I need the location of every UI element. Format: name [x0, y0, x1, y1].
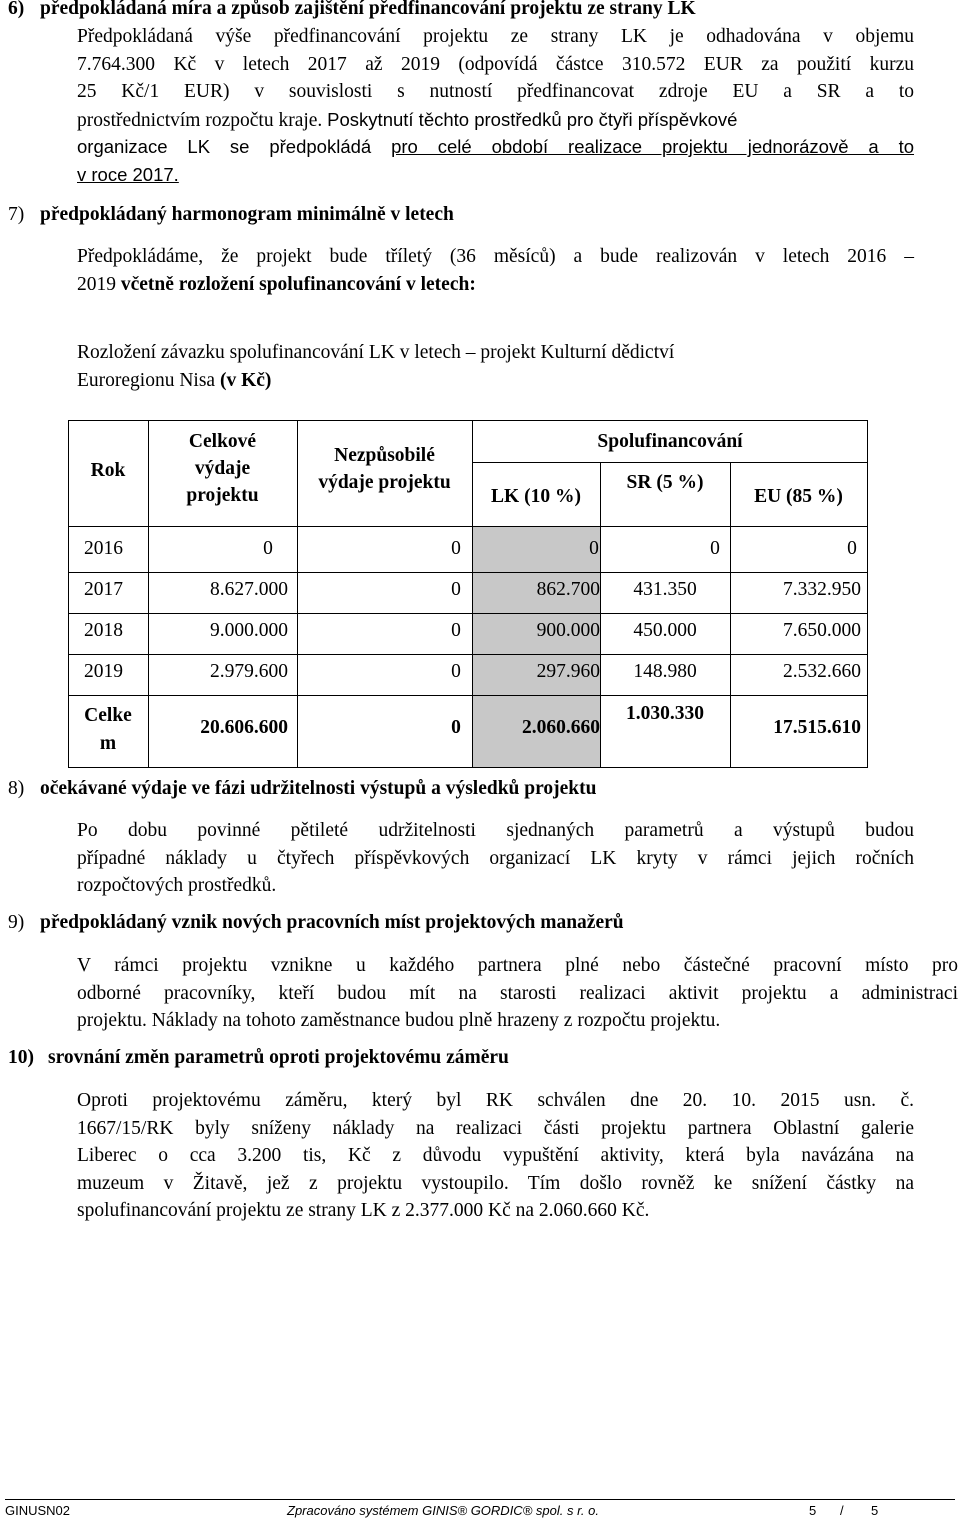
- bold-text: (v Kč): [219, 369, 272, 391]
- text-line: odborné pracovníky, kteří budou mít na starosti realizaci aktivit projektu a administraci: [77, 982, 958, 1004]
- table-border: [68, 572, 868, 573]
- text-line: Liberec o cca 3.200 tis, Kč z důvodu vypuštění aktivity, která byla navázána na: [77, 1145, 914, 1166]
- section-7-heading: [8, 204, 454, 226]
- footer-page-current: 5: [809, 1503, 817, 1518]
- text-segment: Poskytnutí těchto prostředků pro čtyři příspěvkové: [327, 108, 738, 130]
- table-border: [472, 462, 868, 463]
- cell-lk: 0: [589, 538, 599, 559]
- cell-celkove: 0: [263, 538, 273, 559]
- text-line: Předpokládaná výše předfinancování projektu ze strany LK je odhadována v objemu: [77, 26, 914, 47]
- cofinancing-table: [68, 420, 868, 768]
- header-eu: EU (85 %): [754, 486, 843, 507]
- text-line: Rozložení závazku spolufinancování LK v letech – projekt Kulturní dědictví: [77, 342, 675, 363]
- header-line: Celkové: [188, 431, 257, 452]
- cell-nezpusobile: 0: [451, 538, 461, 559]
- cell-eu: 7.650.000: [783, 620, 861, 641]
- text-line: Oproti projektovému záměru, který byl RK schválen dne 20. 10. 2015 usn. č.: [77, 1090, 914, 1111]
- text-line: projektu. Náklady na tohoto zaměstnance budou plně hrazeny z rozpočtu projektu.: [77, 1010, 721, 1031]
- header-line: projektu: [186, 485, 259, 506]
- cell-rok: 2018: [84, 620, 123, 641]
- page-footer: [5, 1503, 955, 1523]
- section-8-heading: [8, 778, 597, 800]
- total-label-line: m: [99, 733, 117, 754]
- footer-page-sep: /: [840, 1503, 844, 1518]
- header-celkove-vydaje: [148, 428, 297, 509]
- section-number: 8): [8, 778, 25, 799]
- text-segment: Euroregionu Nisa: [77, 369, 216, 391]
- text-line: spolufinancování projektu ze strany LK z 2.377.000 Kč na 2.060.660 Kč.: [77, 1200, 650, 1221]
- cell-nezpusobile: 0: [451, 579, 461, 600]
- text-line: [77, 133, 914, 161]
- header-line: výdaje: [194, 458, 251, 479]
- table-border: [68, 526, 868, 527]
- section-10-body: [77, 1087, 914, 1225]
- footer-page-total: 5: [871, 1503, 879, 1518]
- cell-sr: 148.980: [633, 661, 697, 682]
- underlined-text: v roce 2017.: [77, 163, 179, 185]
- footer-divider: [5, 1499, 955, 1500]
- text-segment: prostřednictvím rozpočtu kraje.: [77, 109, 323, 131]
- text-line: [77, 367, 914, 395]
- cell-eu: 0: [847, 538, 857, 559]
- cell-celkove-total: 20.606.600: [200, 717, 288, 738]
- table-caption: [77, 339, 914, 394]
- text-line: Předpokládáme, že projekt bude tříletý (36 měsíců) a bude realizován v letech 2016 –: [77, 246, 914, 267]
- cell-rok: 2016: [84, 538, 123, 559]
- text-segment: organizace LK se předpokládá: [77, 136, 372, 157]
- text-line: 7.764.300 Kč v letech 2017 až 2019 (odpovídá částce 310.572 EUR za použití kurzu: [77, 53, 914, 75]
- header-rok: Rok: [90, 460, 126, 481]
- text-line: V rámci projektu vznikne u každého partnera plné nebo částečné pracovní místo pro: [77, 955, 958, 976]
- table-border: [68, 420, 868, 421]
- footer-system-note: Zpracováno systémem GINIS® GORDIC® spol. s r. o.: [287, 1503, 599, 1518]
- text-line: rozpočtových prostředků.: [77, 875, 277, 896]
- table-border: [68, 654, 868, 655]
- header-lk: LK (10 %): [491, 486, 581, 507]
- cell-sr-total: 1.030.330: [626, 703, 704, 724]
- cell-celkove: 2.979.600: [210, 661, 288, 682]
- cell-celkem: [78, 702, 138, 758]
- text-line: [77, 271, 914, 299]
- header-nezpusobile: [297, 442, 472, 496]
- section-6-heading: [8, 0, 696, 20]
- section-number: 10): [8, 1047, 34, 1068]
- header-sr: SR (5 %): [626, 472, 704, 493]
- cell-lk: 862.700: [536, 579, 600, 600]
- cell-eu: 2.532.660: [783, 661, 861, 682]
- footer-doc-code: GINUSN02: [5, 1503, 71, 1518]
- header-spolufinancovani: Spolufinancování: [597, 431, 743, 452]
- table-border: [68, 613, 868, 614]
- text-line: Po dobu povinné pětileté udržitelnosti sjednaných parametrů a výstupů budou: [77, 820, 914, 841]
- cell-rok: 2019: [84, 661, 123, 682]
- section-title: očekávané výdaje ve fázi udržitelnosti výstupů a výsledků projektu: [40, 778, 597, 799]
- cell-sr: 0: [710, 538, 720, 559]
- cell-nezpusobile: 0: [451, 661, 461, 682]
- cell-celkove: 9.000.000: [210, 620, 288, 641]
- bold-text: včetně rozložení spolufinancování v letech:: [120, 273, 476, 295]
- cell-sr: 450.000: [633, 620, 697, 641]
- section-title: předpokládaná míra a způsob zajištění předfinancování projektu ze strany LK: [40, 0, 696, 19]
- cell-rok: 2017: [84, 579, 123, 600]
- table-border: [867, 420, 868, 768]
- cell-lk-total: 2.060.660: [522, 717, 600, 738]
- table-border: [68, 695, 868, 696]
- cell-eu-total: 17.515.610: [773, 717, 861, 738]
- section-7-intro: [77, 243, 914, 298]
- section-9-heading: [8, 912, 624, 934]
- section-6-body: [77, 23, 914, 188]
- cell-nezpusobile-total: 0: [451, 717, 461, 738]
- text-segment: 2019: [77, 273, 116, 295]
- cell-lk: 297.960: [536, 661, 600, 682]
- header-line: výdaje projektu: [318, 472, 451, 493]
- header-line: Nezpůsobilé: [334, 445, 435, 466]
- section-10-heading: [8, 1047, 509, 1069]
- section-title: předpokládaný harmonogram minimálně v letech: [40, 204, 454, 225]
- section-number: 6): [8, 0, 25, 19]
- section-title: předpokládaný vznik nových pracovních míst projektových manažerů: [40, 912, 624, 933]
- text-line: případné náklady u čtyřech příspěvkových organizací LK kryty v rámci jejich ročních: [77, 847, 914, 869]
- cell-eu: 7.332.950: [783, 579, 861, 600]
- section-title: srovnání změn parametrů oproti projektovému záměru: [48, 1047, 509, 1068]
- section-number: 7): [8, 204, 25, 225]
- cell-nezpusobile: 0: [451, 620, 461, 641]
- section-8-body: [77, 817, 914, 900]
- cell-sr: 431.350: [633, 579, 697, 600]
- text-line: [77, 106, 914, 134]
- text-line: muzeum v Žitavě, jež z projektu vystoupilo. Tím došlo rovněž ke snížení částky na: [77, 1172, 914, 1194]
- section-9-body: [77, 952, 958, 1035]
- text-line: 1667/15/RK byly sníženy náklady na realizaci části projektu partnera Oblastní galerie: [77, 1117, 914, 1139]
- section-number: 9): [8, 912, 25, 933]
- cell-lk: 900.000: [536, 620, 600, 641]
- cell-celkove: 8.627.000: [210, 579, 288, 600]
- underlined-text: pro celé období realizace projektu jednorázově a to: [391, 136, 915, 157]
- text-line: 25 Kč/1 EUR) v souvislosti s nutností předfinancovat zdroje EU a SR a to: [77, 81, 914, 102]
- total-label-line: Celke: [84, 705, 132, 726]
- text-line: [77, 161, 914, 189]
- table-border: [68, 767, 868, 768]
